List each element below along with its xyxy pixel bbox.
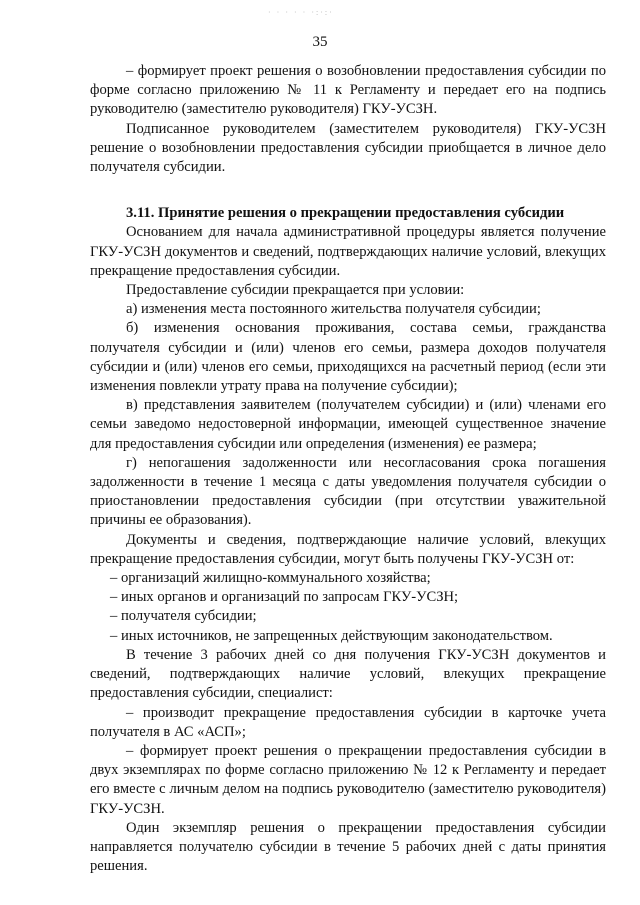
condition-item: г) непогашения задолженности или несогласования срока погашения задолженности в течение 1 месяца с даты уведомления получателя субсидии о приостановлении предоставления субсидии (при отсутствии уважительной причины ее образования). — [90, 454, 606, 529]
paragraph-conditions-intro: Предоставление субсидии прекращается при условии: — [126, 282, 465, 299]
source-item: – организаций жилищно-коммунального хозяйства; — [110, 570, 431, 587]
source-item: – иных источников, не запрещенных действующим законодательством. — [110, 627, 553, 644]
paragraph-basis: Основанием для начала административной процедуры является получение ГКУ-УСЗН документов и сведений, подтверждающих наличие условий, влекущих прекращение предоставления субсидии. — [90, 224, 606, 279]
condition-item: а) изменения места постоянного жительства получателя субсидии; — [126, 301, 541, 318]
source-item: – иных органов и организаций по запросам ГКУ-УСЗН; — [110, 589, 459, 606]
section-heading: 3.11. Принятие решения о прекращении предоставления субсидии — [126, 205, 565, 222]
action-item: – формирует проект решения о прекращении предоставления субсидии в двух экземплярах по форме согласно приложению № 12 к Регламенту и передает его вместе с личным делом на подпись руководителю (заместителю руководителя) ГКУ-УСЗН. — [90, 742, 606, 817]
paragraph-actions-intro: В течение 3 рабочих дней со дня получения ГКУ-УСЗН документов и сведений, подтверждающих наличие условий, влекущих прекращение предоставления субсидии, специалист: — [90, 646, 606, 702]
condition-item: в) представления заявителем (получателем субсидии) и (или) членами его семьи заведомо недостоверной информации, имеющей существенное значение для предоставления субсидии или определения (изменения) ее размера; — [90, 397, 606, 452]
paragraph-signed-decision: Подписанное руководителем (заместителем руководителя) ГКУ-УСЗН решение о возобновлении предоставления субсидии приобщается в личное дело получателя субсидии. — [90, 120, 606, 176]
page-number: 35 — [312, 34, 328, 50]
condition-item: б) изменения основания проживания, состава семьи, гражданства получателя субсидии и (или) членов его семьи, размера доходов получателя субсидии и (или) членов его семьи, приходящихся на расчетный период (если эти изменения повлекли утрату права на получение субсидии); — [90, 320, 606, 395]
paragraph-final: Один экземпляр решения о прекращении предоставления субсидии направляется получателю субсидии в течение 5 рабочих дней с даты принятия решения. — [90, 819, 606, 875]
action-item: – производит прекращение предоставления субсидии в карточке учета получателя в АС «АСП»; — [90, 704, 606, 740]
source-item: – получателя субсидии; — [110, 608, 257, 625]
paragraph-draft-resumption: – формирует проект решения о возобновлении предоставления субсидии по форме согласно приложению № 11 к Регламенту и передает его на подпись руководителю (заместителю руководителя) ГКУ-УСЗН. — [90, 63, 606, 118]
document-body — [90, 62, 606, 876]
paragraph-sources-intro: Документы и сведения, подтверждающие наличие условий, влекущих прекращение предоставления субсидии, могут быть получены ГКУ-УСЗН от: — [90, 531, 606, 567]
scan-artifact: · · · · · ·:·:· — [268, 8, 334, 17]
